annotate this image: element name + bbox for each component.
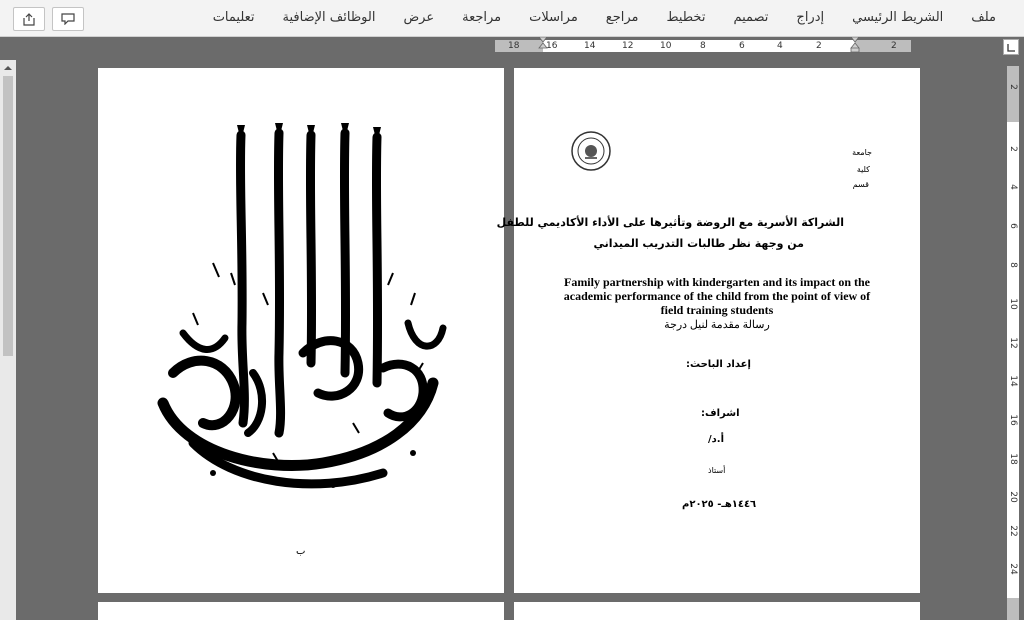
left-indent-marker-icon[interactable] bbox=[538, 37, 548, 53]
supervision-label: اشراف: bbox=[701, 408, 740, 419]
ruler-number: 16 bbox=[546, 41, 558, 51]
document-page-cover[interactable] bbox=[496, 68, 920, 593]
ruler-number: 12 bbox=[622, 41, 634, 51]
professor-title: أستاذ bbox=[708, 466, 726, 475]
ribbon bbox=[0, 0, 1024, 37]
ruler-margin-bottom bbox=[1007, 598, 1019, 620]
ruler-number: 4 bbox=[1008, 184, 1018, 190]
english-title-line1: Family partnership with kindergarten and its impact on the bbox=[563, 275, 870, 289]
tab-mailings[interactable]: مراسلات bbox=[529, 10, 578, 25]
comments-button[interactable] bbox=[52, 7, 84, 31]
scroll-thumb[interactable] bbox=[3, 76, 13, 356]
vertical-scrollbar[interactable] bbox=[0, 60, 16, 620]
college-label: كلية bbox=[856, 165, 870, 174]
professor-abbr: أ.د/ bbox=[708, 434, 725, 445]
university-logo-icon bbox=[570, 130, 612, 172]
ruler-number: 2 bbox=[1008, 84, 1018, 90]
ruler-number: 20 bbox=[1008, 491, 1018, 503]
ruler-number: 18 bbox=[508, 41, 520, 51]
scroll-up-icon[interactable] bbox=[3, 64, 13, 72]
prepared-by: إعداد الباحث: bbox=[686, 359, 751, 370]
tab-home[interactable]: الشريط الرئيسي bbox=[852, 10, 944, 25]
ruler-number: 2 bbox=[891, 41, 897, 51]
right-indent-marker-icon[interactable] bbox=[850, 37, 860, 53]
english-title-line2: academic performance of the child from the point of view of bbox=[563, 289, 871, 303]
arabic-title-line2: من وجهة نظر طالبات التدريب الميداني bbox=[593, 237, 804, 250]
ruler-number: 22 bbox=[1008, 525, 1018, 537]
tab-help[interactable]: تعليمات bbox=[212, 10, 255, 25]
horizontal-ruler[interactable] bbox=[495, 40, 911, 52]
ruler-margin-right bbox=[855, 40, 911, 52]
tab-view[interactable]: عرض bbox=[403, 10, 435, 25]
ruler-number: 16 bbox=[1008, 414, 1018, 426]
cover-date: ١٤٤٦هـ- ٢٠٢٥م bbox=[682, 499, 757, 510]
ruler-number: 12 bbox=[1008, 337, 1018, 349]
arabic-title-line1: الشراكة الأسرية مع الروضة وتأثيرها على الأداء الأكاديمي للطفل bbox=[496, 216, 844, 229]
department-label: قسم bbox=[852, 180, 869, 189]
share-icon bbox=[22, 13, 36, 26]
tab-file[interactable]: ملف bbox=[971, 10, 996, 25]
tab-stop-icon bbox=[1004, 41, 1018, 55]
ruler-number: 18 bbox=[1008, 453, 1018, 465]
share-button[interactable] bbox=[13, 7, 45, 31]
tab-insert[interactable]: إدراج bbox=[796, 10, 825, 25]
ruler-number: 24 bbox=[1008, 563, 1018, 575]
ruler-number: 6 bbox=[1008, 223, 1018, 229]
page-letter: ب bbox=[296, 546, 306, 557]
ruler-number: 14 bbox=[584, 41, 596, 51]
tab-design[interactable]: تصميم bbox=[733, 10, 769, 25]
tab-references[interactable]: مراجع bbox=[605, 10, 639, 25]
thesis-note: رسالة مقدمة لنيل درجة bbox=[664, 319, 770, 331]
basmala-calligraphy bbox=[153, 123, 453, 503]
ruler-number: 2 bbox=[1008, 146, 1018, 152]
document-page-next-left[interactable] bbox=[98, 602, 504, 620]
document-page-next-right[interactable] bbox=[514, 602, 920, 620]
tab-addins[interactable]: الوظائف الإضافية bbox=[282, 10, 376, 25]
ruler-number: 10 bbox=[660, 41, 672, 51]
ruler-number: 2 bbox=[816, 41, 822, 51]
tab-review[interactable]: مراجعة bbox=[462, 10, 502, 25]
comment-icon bbox=[61, 13, 75, 25]
ruler-number: 14 bbox=[1008, 375, 1018, 387]
ruler-number: 4 bbox=[777, 41, 783, 51]
university-label: جامعة bbox=[852, 148, 872, 157]
ruler-number: 8 bbox=[700, 41, 706, 51]
document-page-left[interactable] bbox=[98, 68, 504, 593]
english-title-line3: field training students bbox=[660, 303, 774, 317]
ruler-number: 6 bbox=[739, 41, 745, 51]
ribbon-tabs bbox=[199, 0, 1010, 36]
ruler-number: 8 bbox=[1008, 262, 1018, 268]
ruler-number: 10 bbox=[1008, 298, 1018, 310]
ruler-margin-top bbox=[1007, 66, 1019, 122]
vertical-ruler[interactable] bbox=[1007, 66, 1019, 620]
tab-selector[interactable] bbox=[1003, 39, 1019, 55]
tab-layout[interactable]: تخطيط bbox=[666, 10, 706, 25]
